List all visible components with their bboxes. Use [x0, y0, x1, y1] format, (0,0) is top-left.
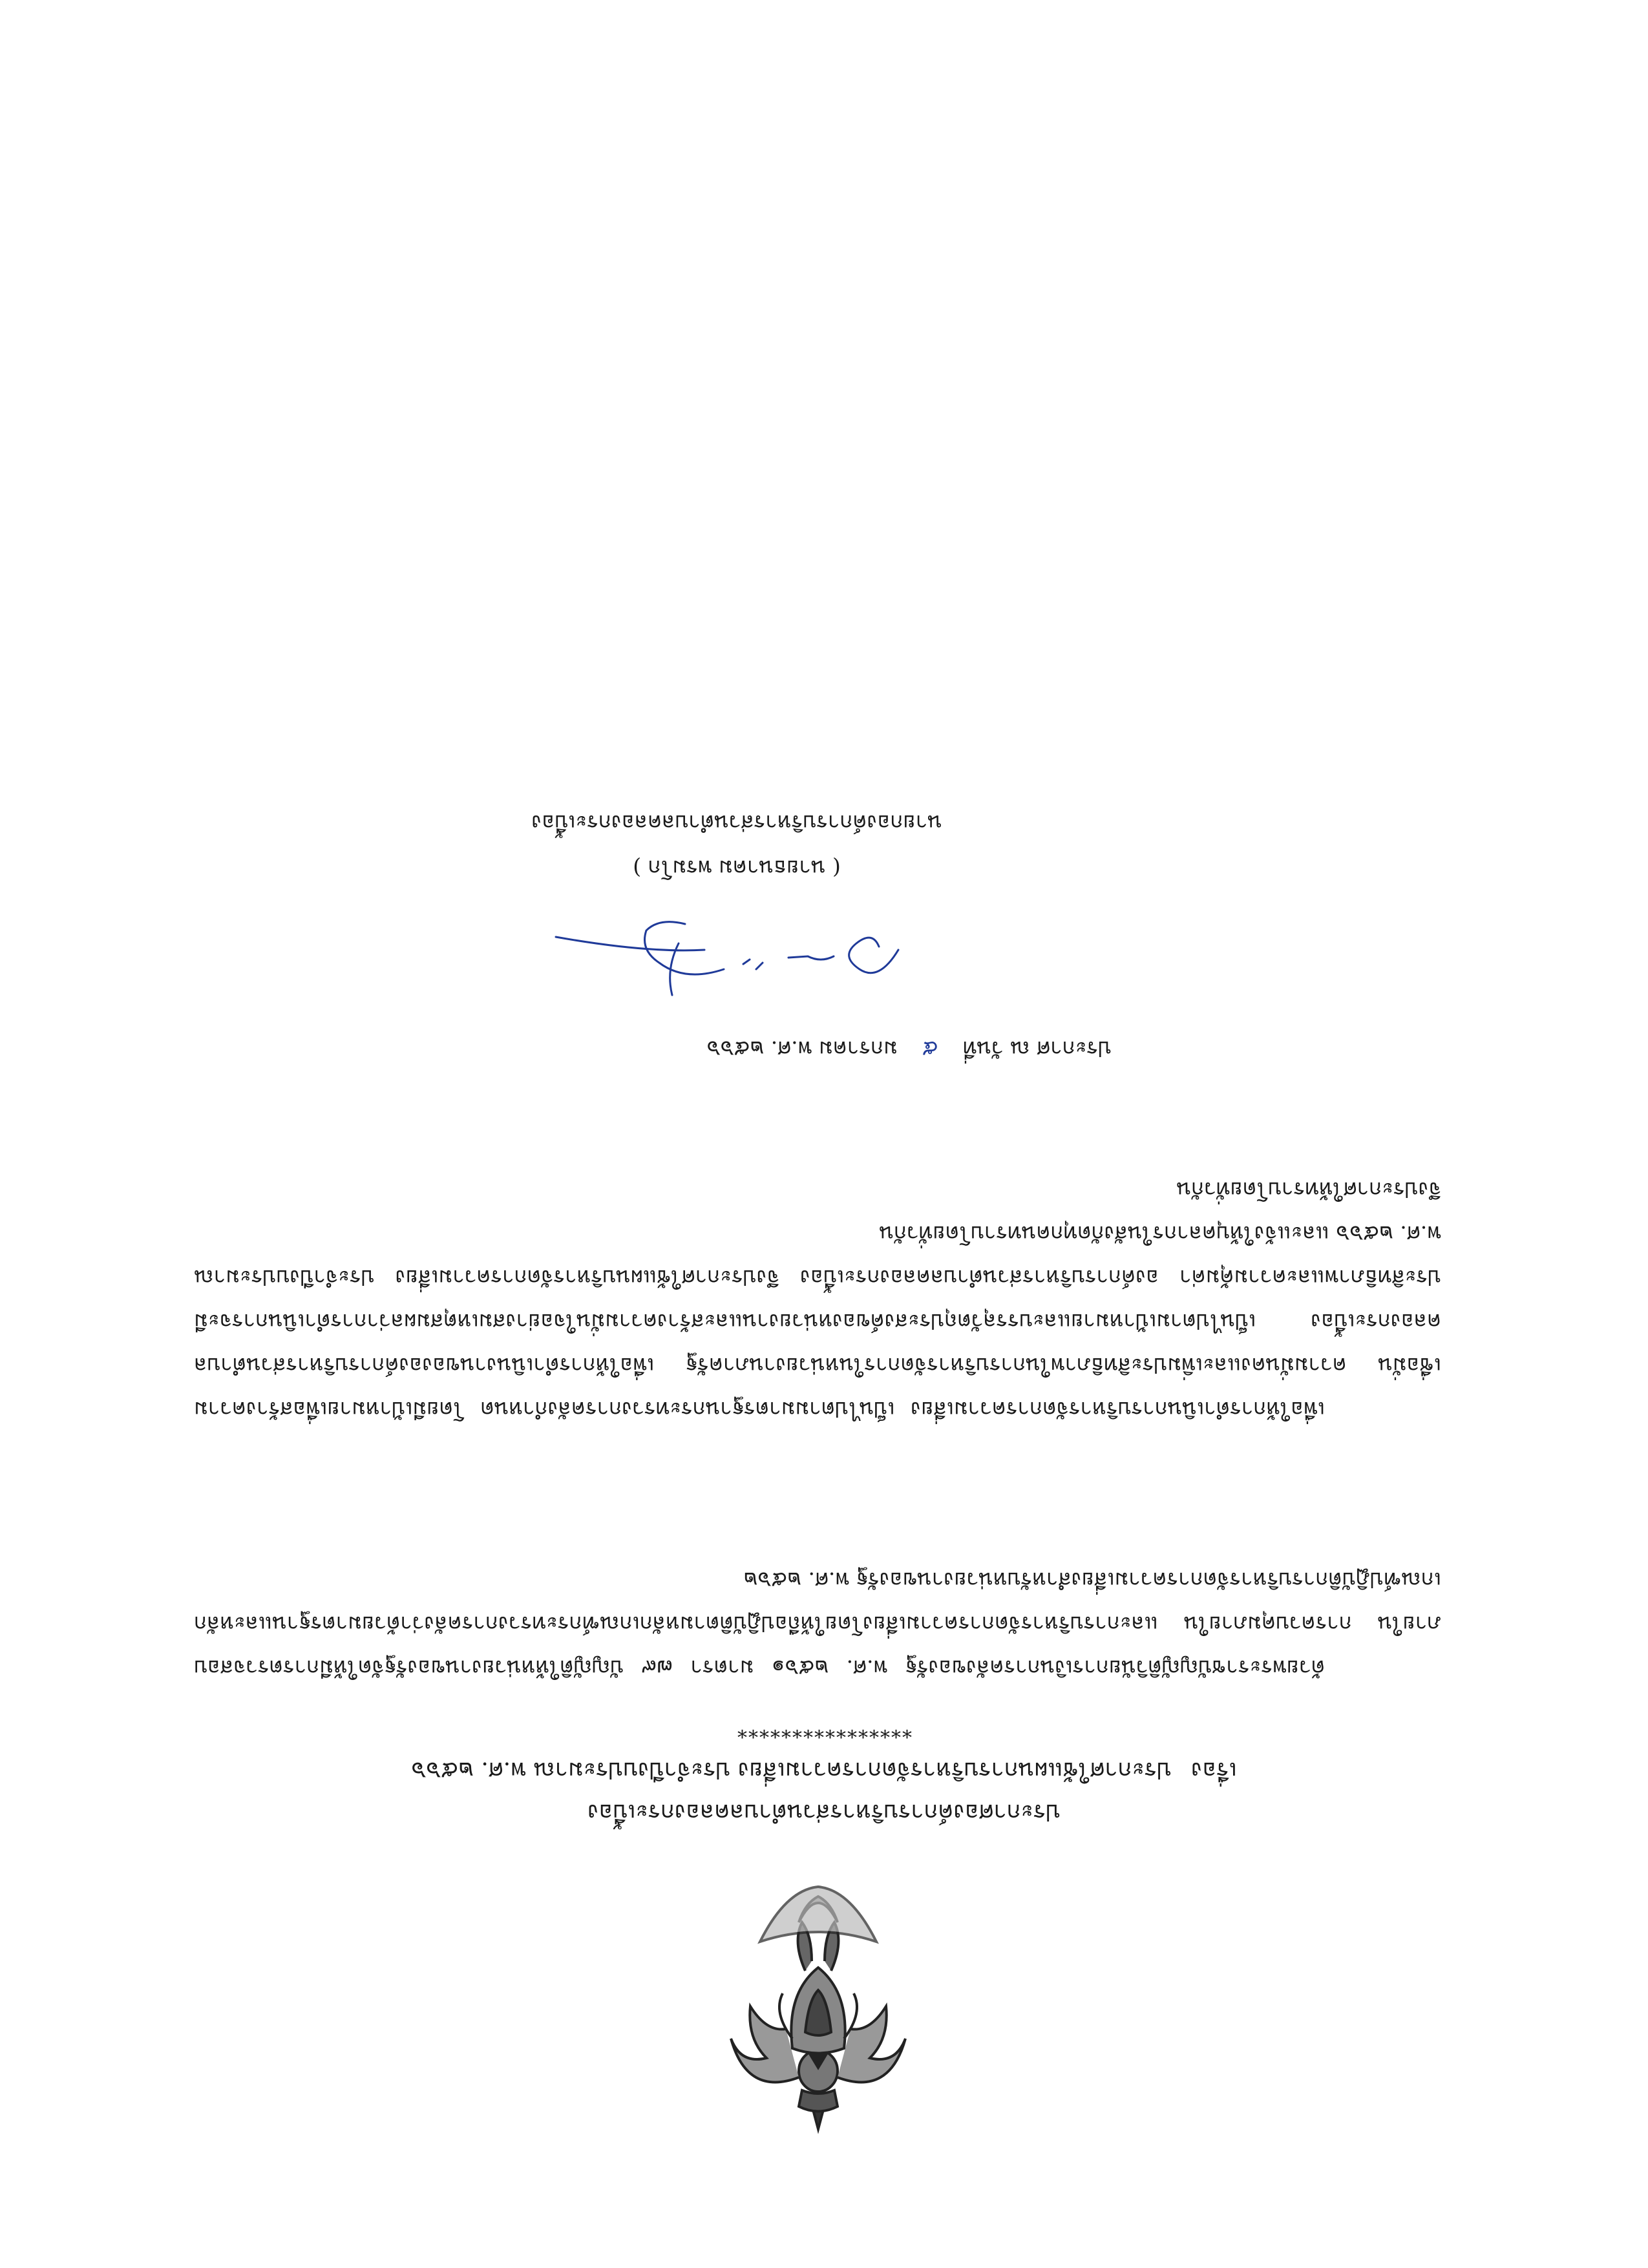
paragraph-2: [194, 1168, 1441, 1431]
closing-line: จึงประกาศให้ทราบโดยทั่วกัน: [1176, 1177, 1441, 1202]
separator: ****************: [736, 1719, 912, 1741]
document-subject: ประกาศใช้แผนการบริหารจัดการความเสี่ยง ประจำปีงบประมาณ พ.ศ. ๒๕๖๖: [411, 1757, 1172, 1783]
issued-date-line: [707, 1032, 1112, 1066]
handwritten-signature: [530, 905, 918, 1008]
garuda-emblem: [721, 1877, 915, 2136]
issued-day-handwritten: ๕: [922, 1036, 938, 1062]
signer-position: นายกองค์การบริหารส่วนตำบลคลองกระเบื้อง: [531, 810, 942, 835]
document-subject-line: [233, 1753, 1415, 1787]
issued-month-year: มกราคม พ.ศ. ๒๕๖๖: [706, 1036, 898, 1062]
signer-name: ( นายธนาคม พรมโก ): [633, 856, 841, 881]
document-title: ประกาศองค์การบริหารส่วนตำบลคลองกระเบื้อง: [587, 1799, 1061, 1825]
subject-label: เรื่อง: [1190, 1757, 1237, 1783]
issued-label: ประกาศ ณ วันที่: [962, 1036, 1112, 1062]
paragraph-1: ด้วยพระราชบัญญัติวินัยการเงินการคลังของรัฐ พ.ศ. ๒๕๖๑ มาตรา ๗๙ บัญญัติให้หน่วยงานของรัฐจัดให้มีการตรวจสอบภายใน การควบคุมภายใน และการบริหารจัดการความเสี่ยงโดยให้ถือปฏิบัติตามหลักเกณฑ์กระทรวงการคลังว่าด้วยมาตรฐานและหลักเกณฑ์ปฏิบัติการบริหารจัดการความเสี่ยงสำหรับหน่วยงานของรัฐ พ.ศ. ๒๕๖๒: [194, 1568, 1441, 1681]
paragraph-2-body: เพื่อให้การดำเนินการบริหารจัดการความเสี่ยง เป็นไปตามมาตรฐานกระทรวงการคลังกำหนด โดยมีเป้าหมายเพื่อสร้างความเชื่อมั่น ความมั่นคงและเพิ่มประสิทธิภาพในการบริหารจัดการในหน่วยงานภาครัฐ เพื่อให้การดำเนินงานขององค์การบริหารส่วนตำบลคลองกระเบื้อง เป็นไปตามเป้าหมายและบรรลุวัตถุประสงค์ของหน่วยงานและสร้างความมั่นใจอย่างสมเหตุสมผลว่าการดำเนินการจะมีประสิทธิภาพและความคุ้มค่า องค์การบริหารส่วนตำบลคลองกระเบื้อง จึงประกาศใช้แผนบริหารจัดการความเสี่ยง ประจำปีงบประมาณ พ.ศ. ๒๕๖๖ และแจ้งให้บุคลากรในสังกัดทุกคนทราบโดยทั่วกัน: [194, 1221, 1441, 1422]
